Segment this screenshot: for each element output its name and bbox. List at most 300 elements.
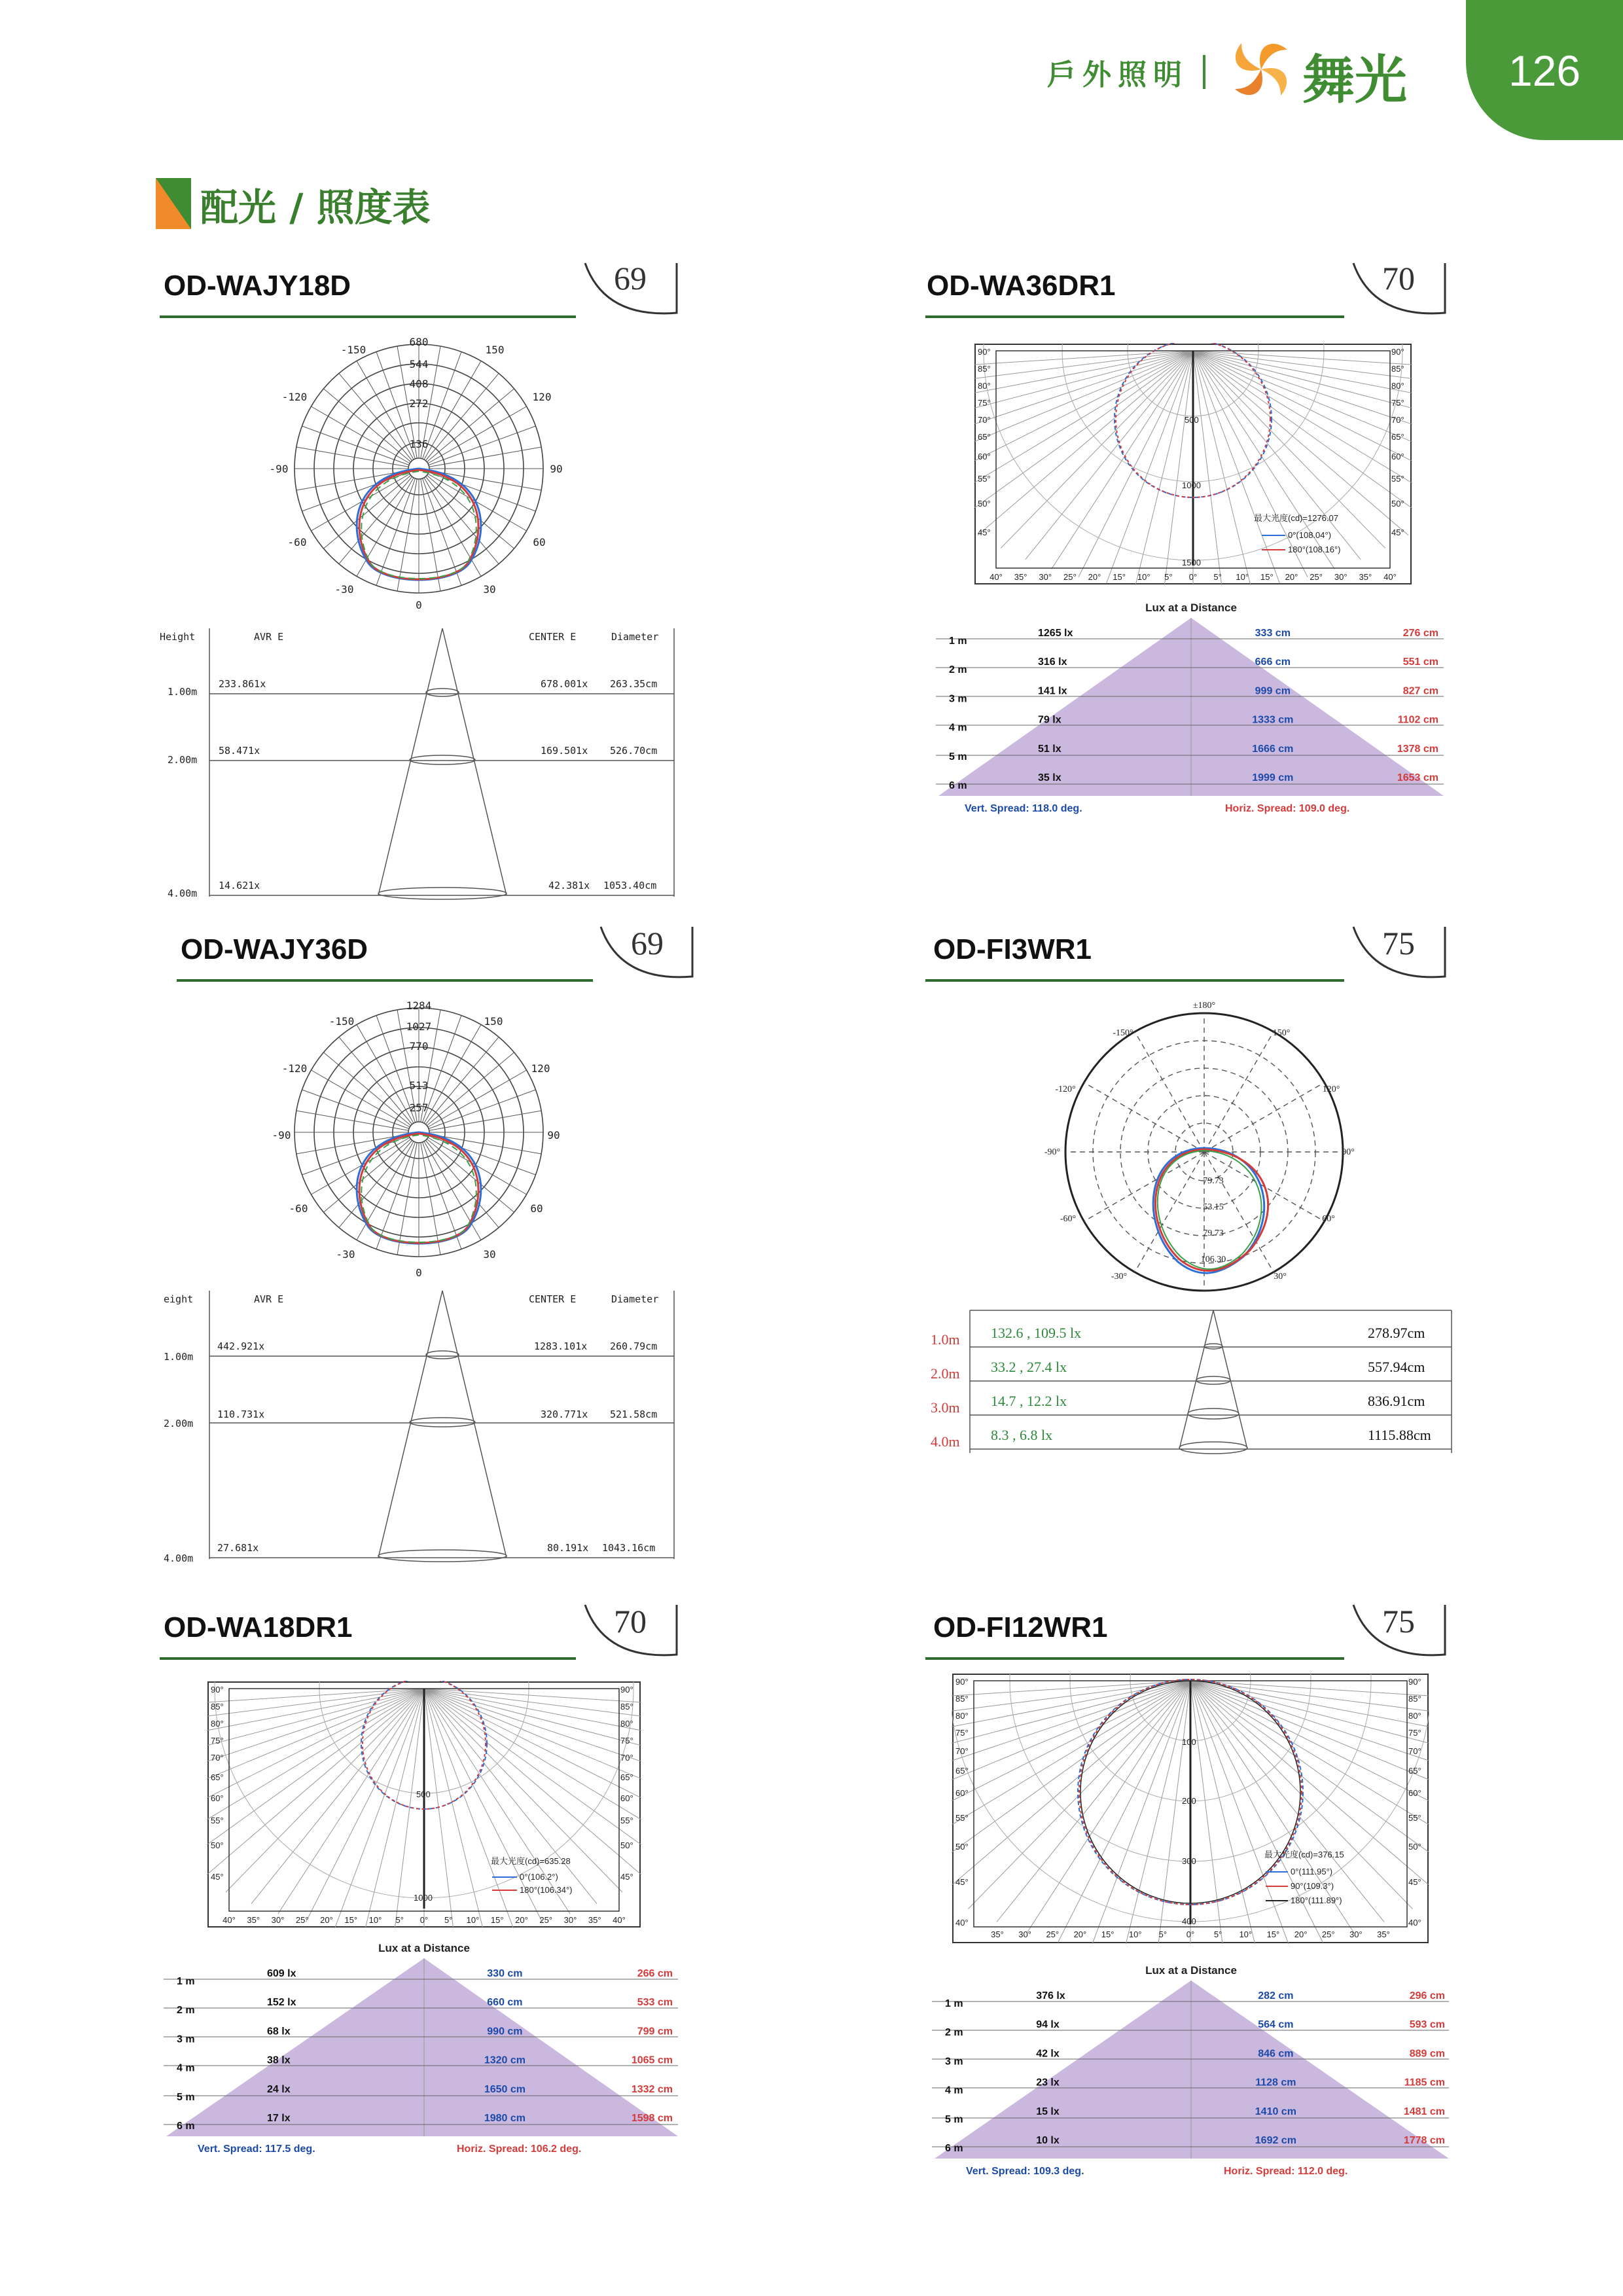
lux-row-horiz: 276 cm [1402, 628, 1438, 639]
angle-label: -150° [1113, 1028, 1133, 1038]
illuminance-table [925, 1305, 1455, 1460]
lux-row-vert: 846 cm [1258, 2048, 1294, 2060]
axis-tick-label: 20° [515, 1915, 528, 1925]
axis-tick-label: 25° [1310, 572, 1323, 582]
lux-row-vert: 1692 cm [1255, 2135, 1296, 2146]
lux-row-lux: 17 lx [267, 2113, 291, 2124]
ring-label: 79.73 [1203, 1176, 1224, 1186]
center-value: 678.001x [541, 678, 588, 690]
ring-label: 513 [409, 1079, 429, 1092]
axis-tick-label: 25° [539, 1915, 553, 1925]
diameter-value: 526.70cm [610, 745, 658, 757]
illuminance-table [157, 1284, 681, 1570]
page-ref-number: 75 [1382, 925, 1415, 961]
polar-spoke [425, 373, 499, 460]
polar-spoke [427, 1052, 514, 1126]
angle-label: -90° [1044, 1147, 1061, 1157]
avr-value: 27.681x [217, 1542, 259, 1554]
angle-label: 45° [211, 1872, 224, 1882]
horiz-spread: Horiz. Spread: 109.0 deg. [1225, 803, 1350, 814]
angle-label: 45° [1408, 1877, 1421, 1887]
axis-tick-label: 25° [1046, 1929, 1060, 1939]
axis-tick-label: 5° [1158, 1929, 1168, 1939]
page-ref-number: 75 [1382, 1603, 1415, 1640]
angle-label: 80° [955, 1711, 969, 1721]
angle-label: 55° [620, 1816, 633, 1825]
angle-label: 60° [211, 1793, 224, 1803]
polar-spoke [323, 1139, 410, 1212]
angle-label: -120 [281, 391, 308, 403]
polar-spoke [296, 1111, 408, 1130]
lux-row-vert: 1333 cm [1252, 714, 1294, 726]
angle-label: 90° [211, 1685, 224, 1695]
product-underline [925, 315, 1344, 318]
lux-row-horiz: 593 cm [1409, 2019, 1445, 2031]
lux-row-lux: 10 lx [1036, 2135, 1060, 2146]
ring-label: 544 [409, 358, 429, 370]
axis-tick-label: 15° [1266, 1929, 1280, 1939]
avr-value: 233.861x [219, 678, 266, 690]
lux-title: Lux at a Distance [1145, 601, 1237, 614]
angle-label: 120 [532, 391, 552, 403]
avr-value: 58.471x [219, 745, 260, 757]
ring-label: 408 [409, 378, 429, 390]
lux-row-distance: 4 m [177, 2062, 195, 2074]
row-height: 2.00m [168, 754, 198, 766]
angle-label: 50° [955, 1842, 969, 1852]
polar-spoke [323, 1052, 410, 1126]
angle-label: 60 [533, 536, 546, 548]
angle-label: 120 [531, 1062, 550, 1075]
lux-value: 8.3 , 6.8 lx [991, 1427, 1053, 1443]
row-height: 1.00m [168, 686, 198, 698]
diameter-value: 1115.88cm [1368, 1427, 1431, 1443]
lux-row-horiz: 1778 cm [1403, 2135, 1445, 2146]
legend-entry: 90°(109.3°) [1291, 1881, 1334, 1891]
lux-row-horiz: 799 cm [637, 2026, 673, 2037]
product-underline [160, 315, 576, 318]
center-value: 320.771x [541, 1408, 588, 1420]
legend-entry: 180°(108.16°) [1288, 545, 1341, 554]
polar-spoke [429, 1111, 541, 1130]
lux-row-horiz: 296 cm [1409, 1990, 1445, 2001]
product-name: OD-FI12WR1 [933, 1611, 1108, 1643]
polar-spoke [427, 475, 514, 548]
avr-value: 442.921x [217, 1340, 265, 1352]
lux-row-distance: 6 m [177, 2121, 195, 2132]
row-height: 3.0m [931, 1399, 960, 1416]
lux-row-lux: 51 lx [1038, 743, 1061, 755]
angle-label: 75° [1391, 398, 1404, 408]
lux-row-horiz: 533 cm [637, 1997, 673, 2009]
axis-tick-label: 0° [1186, 1929, 1195, 1939]
page-title: 配光 / 照度表 [200, 185, 431, 230]
ring-label: 1500 [1182, 558, 1201, 567]
lux-row-distance: 5 m [177, 2091, 195, 2103]
angle-label: 65° [1408, 1766, 1421, 1776]
ring-label: 500 [1185, 415, 1199, 425]
avr-value: 110.731x [217, 1408, 265, 1420]
axis-tick-label: 10° [1239, 1929, 1253, 1939]
ring-label: 100 [1182, 1737, 1196, 1747]
angle-label: 150 [485, 344, 505, 356]
axis-tick-label: 35° [1014, 572, 1027, 582]
angle-label: 0 [416, 1266, 422, 1279]
polar-spoke [339, 373, 412, 460]
col-header: CENTER E [529, 1293, 577, 1305]
diameter-value: 1053.40cm [603, 880, 657, 891]
lux-row-vert: 330 cm [487, 1968, 523, 1979]
lux-row-horiz: 551 cm [1402, 656, 1438, 668]
polar-spoke [1084, 1083, 1204, 1152]
angle-label: 90° [620, 1685, 633, 1695]
angle-label: 70° [1408, 1746, 1421, 1756]
polar-spoke [421, 1143, 440, 1255]
axis-tick-label: 20° [1294, 1929, 1308, 1939]
legend-entry: 0°(106.2°) [520, 1872, 558, 1882]
diameter-value: 557.94cm [1368, 1359, 1425, 1375]
lux-row-distance: 1 m [177, 1976, 195, 1987]
col-header: eight [164, 1293, 194, 1305]
axis-tick-label: 20° [1073, 1929, 1087, 1939]
polar-diagram [262, 331, 563, 619]
lux-row-horiz: 1653 cm [1397, 772, 1438, 783]
polar-spoke [339, 1037, 412, 1124]
polar-spoke [339, 476, 412, 564]
polar-diagram [262, 995, 563, 1283]
angle-label: -90 [269, 463, 289, 475]
axis-tick-label: 0° [419, 1915, 429, 1925]
angle-label: 55° [1391, 474, 1404, 484]
lux-row-distance: 1 m [945, 1998, 963, 2009]
page-ref-number: 70 [1382, 260, 1415, 296]
lux-row-vert: 1999 cm [1252, 772, 1294, 783]
polar-spoke [1084, 1152, 1204, 1221]
ring-label: 106.30 [1200, 1255, 1226, 1265]
legend-entry: 0°(111.95°) [1291, 1867, 1333, 1876]
axis-tick-label: 10° [1236, 572, 1249, 582]
lux-row-distance: 5 m [945, 2113, 963, 2125]
polar-spoke [429, 447, 541, 467]
lux-title: Lux at a Distance [378, 1942, 470, 1954]
lux-row-horiz: 1378 cm [1397, 743, 1438, 755]
angle-label: 75° [978, 398, 991, 408]
polar-spoke [397, 479, 417, 591]
ring-label: 1000 [1182, 480, 1201, 490]
lux-row-lux: 23 lx [1036, 2077, 1060, 2089]
lux-row-lux: 24 lx [267, 2083, 291, 2095]
lux-row-distance: 3 m [949, 693, 967, 705]
polar-spoke [397, 1143, 417, 1255]
polar-diagram [1041, 999, 1381, 1300]
ring-label: 79.73 [1203, 1229, 1224, 1238]
section-label: 戶外照明 [1047, 58, 1188, 92]
center-value: 169.501x [541, 745, 588, 757]
lux-row-vert: 1666 cm [1252, 743, 1294, 755]
title-marker-icon [156, 178, 191, 229]
polar-spoke [429, 471, 541, 490]
row-height: 4.00m [168, 888, 198, 899]
angle-label: 90 [547, 1129, 560, 1141]
axis-tick-label: 5° [395, 1915, 404, 1925]
angle-label: 50° [1408, 1842, 1421, 1852]
angle-label: -30° [1111, 1272, 1128, 1282]
axis-tick-label: 30° [1039, 572, 1052, 582]
angle-label: -150 [340, 344, 366, 356]
product-name: OD-WA36DR1 [927, 270, 1116, 302]
polar-spoke [421, 479, 440, 591]
axis-tick-label: 30° [1349, 1929, 1363, 1939]
angle-label: 80° [620, 1719, 633, 1729]
ring-label: 200 [1182, 1796, 1196, 1806]
axis-tick-label: 40° [1383, 572, 1397, 582]
axis-tick-label: 15° [490, 1915, 504, 1925]
angle-label: 60° [955, 1788, 969, 1798]
lux-value: 33.2 , 27.4 lx [991, 1359, 1067, 1375]
lux-row-vert: 1980 cm [484, 2113, 526, 2124]
product-underline [177, 979, 593, 982]
ring-label: 1027 [406, 1020, 432, 1033]
lux-row-lux: 79 lx [1038, 714, 1061, 726]
lux-row-distance: 6 m [945, 2143, 963, 2154]
row-height: 4.00m [164, 1552, 194, 1564]
angle-label: 90° [1408, 1677, 1421, 1687]
angle-label: 75° [1408, 1728, 1421, 1738]
col-header: AVR E [254, 1293, 284, 1305]
ring-label: 300 [1182, 1856, 1196, 1866]
ring-label: 400 [1182, 1916, 1196, 1926]
axis-tick-label: 5° [444, 1915, 453, 1925]
product-name: OD-WAJY18D [164, 270, 351, 302]
lux-distance-panel [936, 600, 1446, 822]
angle-label: 45° [955, 1877, 969, 1887]
lux-row-vert: 999 cm [1255, 685, 1291, 697]
angle-label: 90° [955, 1677, 969, 1687]
ring-label: 770 [409, 1040, 429, 1052]
angle-label: 75° [955, 1728, 969, 1738]
angle-label: 90° [978, 347, 991, 357]
center-value: 1283.101x [534, 1340, 588, 1352]
angle-label: -120° [1055, 1085, 1076, 1094]
lux-row-horiz: 1102 cm [1397, 714, 1438, 726]
axis-tick-label: 5° [1213, 572, 1222, 582]
angle-label: 120° [1322, 1085, 1340, 1094]
angle-label: 55° [211, 1816, 224, 1825]
angle-label: 90° [1391, 347, 1404, 357]
axis-tick-label: 25° [1321, 1929, 1335, 1939]
axis-tick-label: 5° [1164, 572, 1173, 582]
lux-row-distance: 4 m [945, 2085, 963, 2096]
lux-row-horiz: 1481 cm [1403, 2106, 1445, 2117]
angle-label: 30° [1274, 1272, 1287, 1282]
lux-row-vert: 660 cm [487, 1997, 523, 2009]
legend-title: 最大光度(cd)=1276.07 [1254, 513, 1338, 523]
legend-entry: 0°(108.04°) [1288, 530, 1332, 540]
lux-distance-panel [164, 1940, 681, 2162]
lux-row-vert: 990 cm [487, 2026, 523, 2037]
angle-label: 60° [620, 1793, 633, 1803]
lux-row-vert: 1410 cm [1255, 2106, 1296, 2117]
angle-label: 65° [955, 1766, 969, 1776]
lux-row-lux: 609 lx [267, 1968, 296, 1979]
ring-label: 500 [416, 1789, 431, 1799]
axis-tick-label: 25° [1063, 572, 1077, 582]
angle-label: -90 [272, 1129, 291, 1141]
angle-label: 30 [483, 1248, 496, 1261]
product-underline [160, 1657, 576, 1660]
center-value: 80.191x [547, 1542, 589, 1554]
vert-spread: Vert. Spread: 118.0 deg. [965, 803, 1082, 814]
row-height: 4.0m [931, 1433, 960, 1450]
lux-value: 14.7 , 12.2 lx [991, 1393, 1067, 1409]
lux-row-lux: 94 lx [1036, 2019, 1060, 2031]
brand-name: 舞光 [1302, 50, 1407, 111]
brand-logo-icon [1225, 37, 1297, 102]
lux-distance-panel [932, 1962, 1453, 2185]
angle-label: 0 [416, 599, 422, 611]
lux-row-vert: 333 cm [1255, 628, 1291, 639]
angle-label: 70° [211, 1753, 224, 1763]
horiz-spread: Horiz. Spread: 112.0 deg. [1224, 2166, 1348, 2177]
col-header: CENTER E [529, 631, 577, 643]
page-number: 126 [1508, 46, 1581, 95]
angle-label: 55° [955, 1813, 969, 1823]
axis-tick-label: 35° [1359, 572, 1372, 582]
angle-label: 80° [1391, 381, 1404, 391]
product-name: OD-FI3WR1 [933, 933, 1092, 965]
axis-tick-label: 10° [1137, 572, 1150, 582]
lux-row-lux: 316 lx [1038, 656, 1067, 668]
header-divider [1203, 55, 1205, 89]
angle-label: 70° [955, 1746, 969, 1756]
lux-row-vert: 1320 cm [484, 2054, 526, 2066]
axis-tick-label: 30° [271, 1915, 285, 1925]
angle-label: 70° [620, 1753, 633, 1763]
lux-row-vert: 282 cm [1258, 1990, 1294, 2001]
lux-row-distance: 1 m [949, 636, 967, 647]
illuminance-table [157, 622, 681, 907]
row-height: 1.00m [164, 1351, 194, 1363]
polar-spoke [1135, 1031, 1204, 1152]
axis-tick-label: 15° [344, 1915, 358, 1925]
col-header: Height [160, 631, 196, 643]
polar-spoke [425, 1037, 499, 1124]
angle-label: -120 [281, 1062, 308, 1075]
product-name: OD-WA18DR1 [164, 1611, 353, 1643]
lux-row-distance: 3 m [945, 2056, 963, 2068]
polar-spoke [339, 1140, 412, 1227]
angle-label: 65° [211, 1772, 224, 1782]
angle-label: 40° [1408, 1918, 1421, 1928]
lux-row-distance: 3 m [177, 2034, 195, 2045]
vert-spread: Vert. Spread: 117.5 deg. [198, 2144, 315, 2155]
row-height: 1.0m [931, 1331, 960, 1348]
angle-label: 65° [1391, 432, 1404, 442]
lux-row-horiz: 1332 cm [631, 2083, 673, 2095]
diameter-value: 260.79cm [610, 1340, 658, 1352]
axis-tick-label: 40° [613, 1915, 626, 1925]
lux-row-horiz: 1598 cm [631, 2113, 673, 2124]
legend-entry: 180°(111.89°) [1291, 1895, 1342, 1905]
angle-label: 80° [1408, 1711, 1421, 1721]
lux-row-lux: 152 lx [267, 1997, 296, 2009]
angle-label: 75° [211, 1736, 224, 1746]
col-header: Diameter [611, 631, 659, 643]
ring-label: 1284 [406, 999, 432, 1012]
diameter-value: 1043.16cm [602, 1542, 656, 1554]
row-height: 2.0m [931, 1365, 960, 1382]
angle-label: 70° [978, 415, 991, 425]
lux-row-horiz: 827 cm [1402, 685, 1438, 697]
ring-label: 257 [409, 1102, 429, 1114]
axis-tick-label: 35° [247, 1915, 260, 1925]
lux-row-lux: 38 lx [267, 2054, 291, 2066]
angle-label: 60° [1391, 452, 1404, 461]
lux-row-lux: 141 lx [1038, 685, 1067, 697]
lux-row-vert: 666 cm [1255, 656, 1291, 668]
lux-row-horiz: 889 cm [1409, 2048, 1445, 2060]
lux-value: 132.6 , 109.5 lx [991, 1325, 1082, 1341]
candela-grid-chart [952, 1673, 1429, 1944]
vert-spread: Vert. Spread: 109.3 deg. [966, 2166, 1084, 2177]
angle-label: 65° [620, 1772, 633, 1782]
angle-label: 85° [955, 1694, 969, 1704]
angle-label: 80° [211, 1719, 224, 1729]
lux-row-distance: 2 m [177, 2005, 195, 2017]
diameter-value: 836.91cm [1368, 1393, 1425, 1409]
polar-spoke [296, 447, 408, 467]
polar-spoke [427, 389, 514, 462]
ring-label: 680 [409, 336, 429, 348]
lux-row-vert: 1650 cm [484, 2083, 526, 2095]
axis-tick-label: 40° [990, 572, 1003, 582]
ring-label: 1000 [414, 1893, 433, 1903]
lux-title: Lux at a Distance [1145, 1964, 1237, 1977]
angle-label: 80° [978, 381, 991, 391]
angle-label: ±180° [1192, 1001, 1216, 1011]
axis-tick-label: 40° [223, 1915, 236, 1925]
polar-spoke [323, 475, 410, 548]
angle-label: 85° [978, 364, 991, 374]
col-header: Diameter [611, 1293, 659, 1305]
axis-tick-label: 10° [1128, 1929, 1142, 1939]
candela-grid-chart [207, 1681, 641, 1928]
angle-label: 30 [483, 583, 496, 596]
polar-spoke [427, 1139, 514, 1212]
angle-label: 85° [1391, 364, 1404, 374]
angle-label: 85° [211, 1702, 224, 1712]
axis-tick-label: 0° [1188, 572, 1198, 582]
angle-label: 65° [978, 432, 991, 442]
angle-label: -60° [1060, 1214, 1077, 1224]
angle-label: -60 [289, 1202, 308, 1215]
axis-tick-label: 20° [1088, 572, 1101, 582]
polar-spoke [425, 1140, 499, 1227]
angle-label: 90° [1342, 1147, 1355, 1157]
axis-tick-label: 10° [466, 1915, 480, 1925]
product-underline [925, 979, 1344, 982]
product-name: OD-WAJY36D [181, 933, 368, 965]
product-underline [925, 1657, 1344, 1660]
angle-label: 55° [1408, 1813, 1421, 1823]
axis-tick-label: 35° [588, 1915, 601, 1925]
angle-label: 45° [978, 528, 991, 537]
angle-label: 55° [978, 474, 991, 484]
axis-tick-label: 5° [1213, 1929, 1222, 1939]
center-value: 42.381x [548, 880, 590, 891]
angle-label: 45° [620, 1872, 633, 1882]
angle-label: 75° [620, 1736, 633, 1746]
